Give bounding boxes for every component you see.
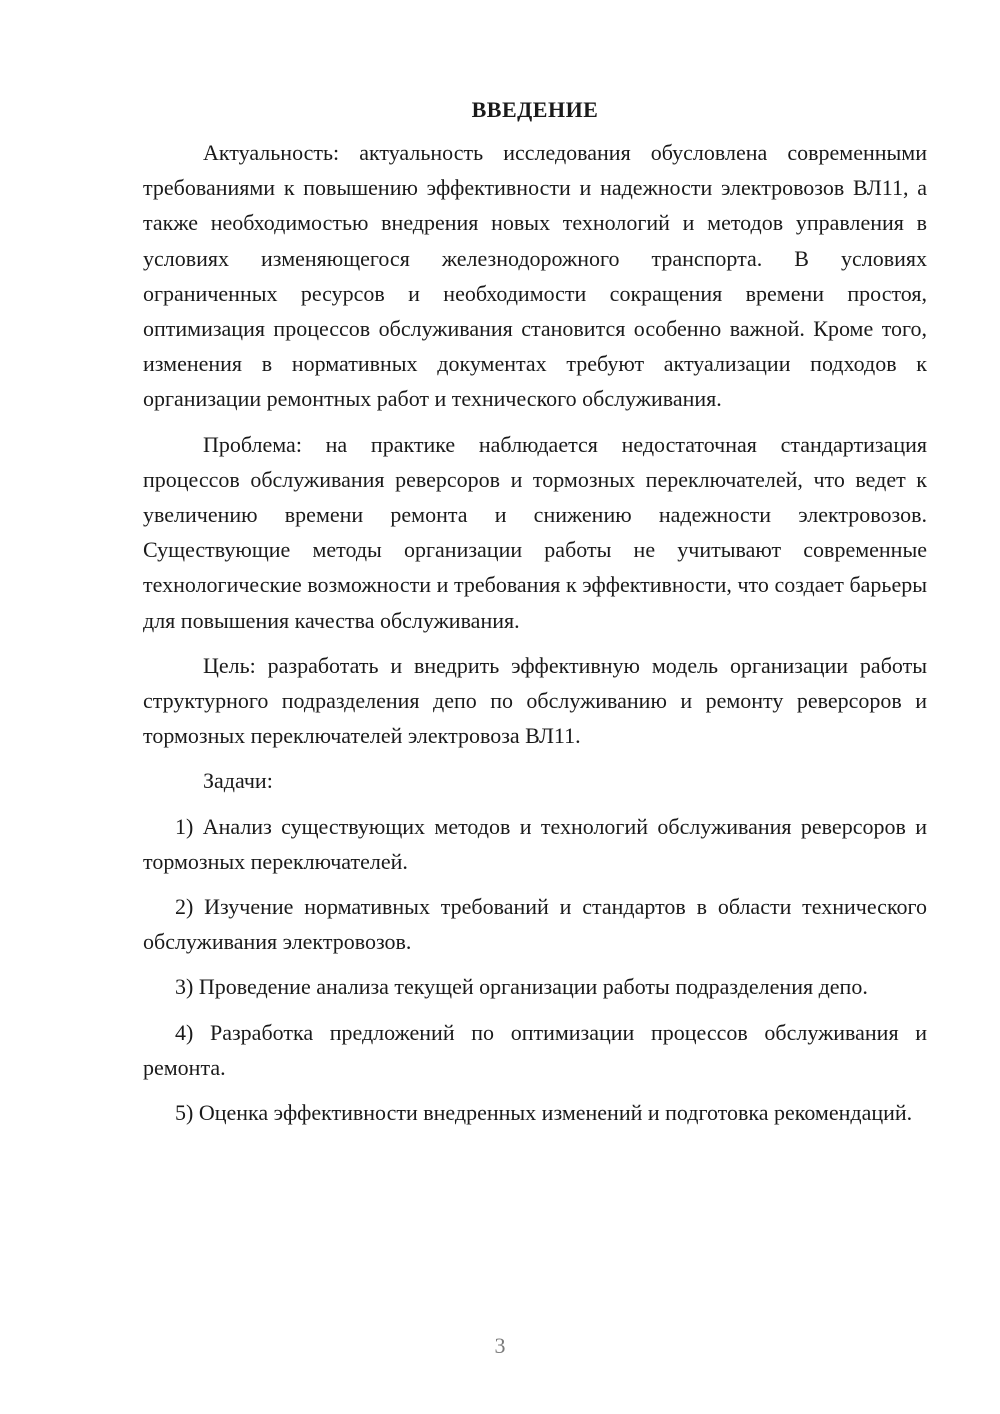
task-item-4: 4) Разработка предложений по оптимизации процессов обслуживания и ремонта. bbox=[143, 1019, 927, 1080]
task-item-3: 3) Проведение анализа текущей организации работы подразделения депо. bbox=[175, 974, 868, 1000]
task-item-2: 2) Изучение нормативных требований и стандартов в области технического обслуживания электровозов. bbox=[143, 894, 927, 955]
task-item-1: 1) Анализ существующих методов и технологий обслуживания реверсоров и тормозных переключателей. bbox=[143, 813, 927, 874]
task-item-5: 5) Оценка эффективности внедренных изменений и подготовка рекомендаций. bbox=[175, 1100, 913, 1126]
document-page bbox=[143, 92, 927, 1140]
section-heading: ВВЕДЕНИЕ bbox=[471, 97, 599, 122]
page-number: 3 bbox=[494, 1333, 506, 1358]
tasks-label: Задачи: bbox=[203, 768, 273, 794]
relevance-paragraph: Актуальность: актуальность исследования обусловлена современными требованиями к повышению эффективности и надежности электровозов ВЛ11, а также необходимостью внедрения новых технологий и методов управления в условиях изменяющегося железнодорожного транспорта. В условиях ограниченных ресурсов и необходимости сокращения времени простоя, оптимизация процессов обслуживания становится особенно важной. Кроме того, изменения в нормативных документах требуют актуализации подходов к организации ремонтных работ и технического обслуживания. bbox=[143, 140, 927, 412]
goal-paragraph: Цель: разработать и внедрить эффективную модель организации работы структурного подразделения депо по обслуживанию и ремонту реверсоров и тормозных переключателей электровоза ВЛ11. bbox=[143, 652, 927, 749]
tasks-list bbox=[143, 809, 927, 1131]
problem-paragraph: Проблема: на практике наблюдается недостаточная стандартизация процессов обслуживания реверсоров и тормозных переключателей, что ведет к увеличению времени ремонта и снижению надежности электровозов. Существующие методы организации работы не учитывают современные технологические возможности и требования к эффективности, что создает барьеры для повышения качества обслуживания. bbox=[143, 431, 927, 633]
